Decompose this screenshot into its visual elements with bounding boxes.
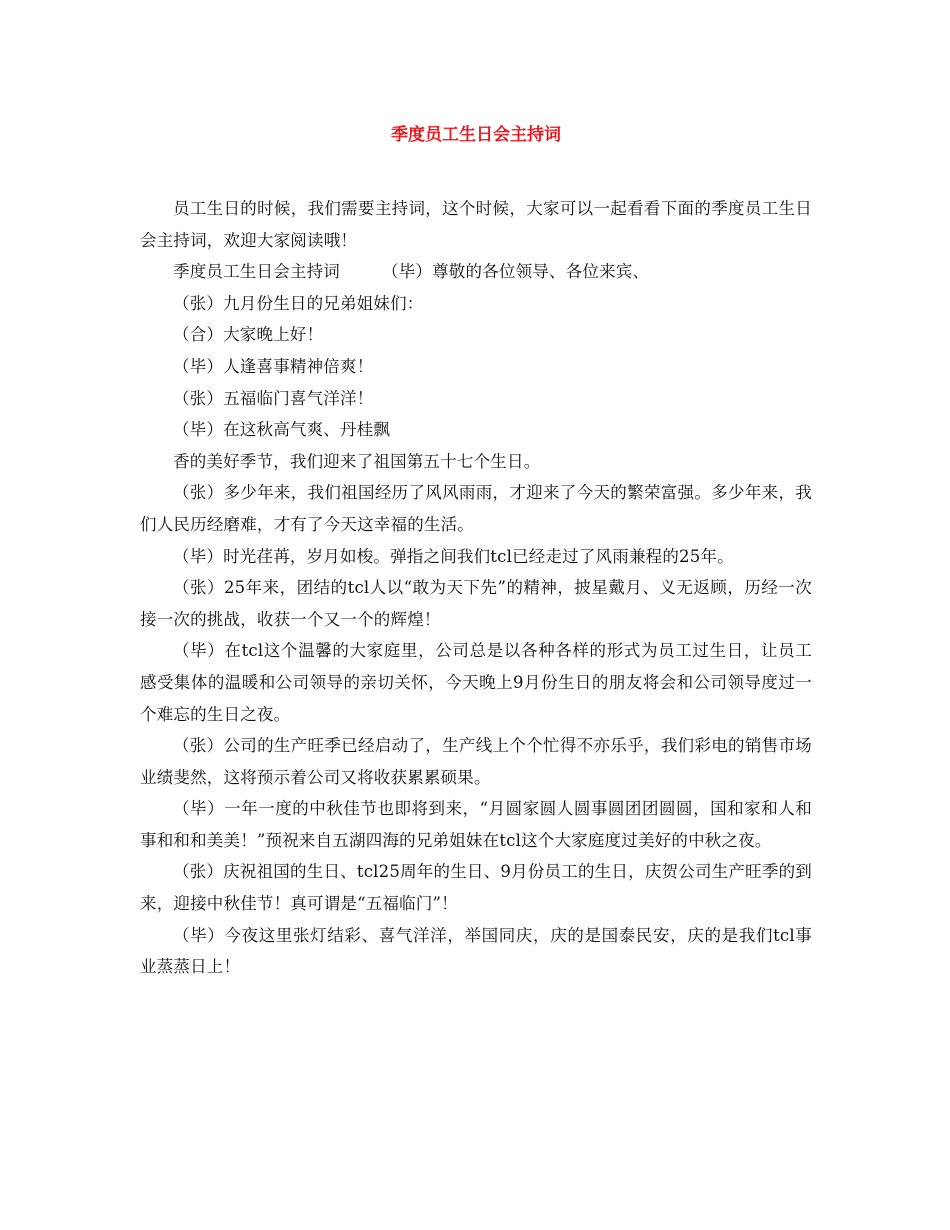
paragraph: （合）大家晚上好！	[173, 325, 324, 345]
paragraph: （毕）在这秋高气爽、丹桂飘	[173, 420, 391, 440]
paragraph: 香的美好季节，我们迎来了祖国第五十七个生日。	[173, 451, 541, 471]
paragraph: （张）五福临门喜气洋洋！	[173, 388, 374, 408]
document-title: 季度员工生日会主持词	[391, 125, 561, 145]
paragraph: （张）公司的生产旺季已经启动了，生产线上个个忙得不亦乐乎，我们彩电的销售市场业绩斐然，这将预示着公司又将收获累累硕果。	[140, 736, 812, 787]
paragraph: （毕）今夜这里张灯结彩、喜气洋洋，举国同庆，庆的是国泰民安，庆的是我们tcl事业蒸蒸日上！	[140, 925, 812, 977]
paragraph: （张）25年来，团结的tcl人以“敢为天下先”的精神，披星戴月、义无返顾，历经一次接一次的挑战，收获一个又一个的辉煌！	[140, 578, 812, 629]
intro-paragraph: 员工生日的时候，我们需要主持词，这个时候，大家可以一起看看下面的季度员工生日会主持词，欢迎大家阅读哦！	[140, 199, 812, 250]
paragraph: （张）多少年来，我们祖国经历了风风雨雨，才迎来了今天的繁荣富强。多少年来，我们人民历经磨难，才有了今天这幸福的生活。	[140, 483, 812, 534]
paragraph: （毕）人逢喜事精神倍爽！	[173, 356, 374, 376]
paragraph: （毕）时光荏苒，岁月如梭。弹指之间我们tcl已经走过了风雨兼程的25年。	[173, 546, 734, 566]
subtitle-left: 季度员工生日会主持词	[173, 262, 340, 282]
paragraph: （张）庆祝祖国的生日、tcl25周年的生日、9月份员工的生日，庆贺公司生产旺季的到来，迎接中秋佳节！真可谓是“五福临门”！	[140, 862, 812, 914]
paragraph: （张）九月份生日的兄弟姐妹们：	[173, 293, 424, 313]
document-body	[140, 193, 812, 983]
subtitle-right: （毕）尊敬的各位领导、各位来宾、	[382, 262, 650, 282]
paragraph: （毕）在tcl这个温馨的大家庭里，公司总是以各种各样的形式为员工过生日，让员工感受集体的温暖和公司领导的亲切关怀，今天晚上9月份生日的朋友将会和公司领导度过一个难忘的生日之夜。	[140, 641, 812, 724]
subtitle-line	[140, 256, 812, 288]
paragraph: （毕）一年一度的中秋佳节也即将到来，“月圆家圆人圆事圆团团圆圆，国和家和人和事和和和美美！”预祝来自五湖四海的兄弟姐妹在tcl这个大家庭度过美好的中秋之夜。	[140, 799, 812, 850]
